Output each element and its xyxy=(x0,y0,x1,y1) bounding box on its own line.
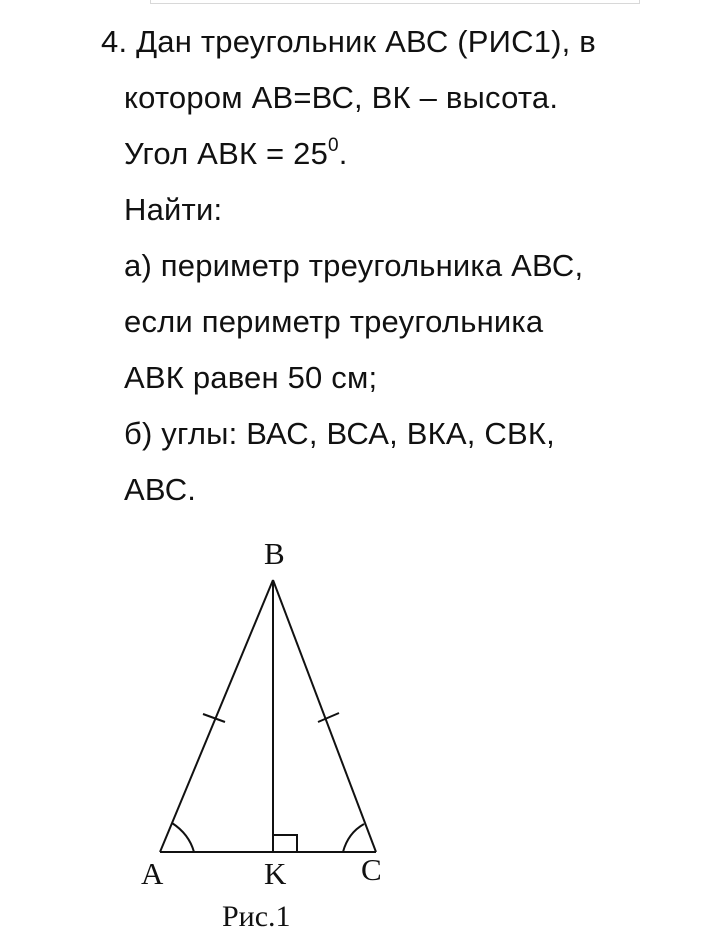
angle-arc-a xyxy=(172,823,194,852)
problem-line-1 xyxy=(101,22,596,62)
problem-line-3 xyxy=(124,134,348,174)
problem-line-2: котором АВ=ВС, ВК – высота. xyxy=(124,80,559,115)
triangle-figure xyxy=(0,530,720,934)
side-ab xyxy=(160,580,273,852)
side-bc xyxy=(273,580,376,852)
page-top-border xyxy=(150,0,640,4)
label-vertex-k: K xyxy=(264,856,287,891)
problem-line-6: если периметр треугольника xyxy=(124,304,544,339)
angle-given-text: Угол АВК = 25 xyxy=(124,136,329,171)
problem-line-8: б) углы: ВАС, ВСА, ВКА, СВК, xyxy=(124,416,555,451)
problem-line-7: АВК равен 50 см; xyxy=(124,360,378,395)
tick-mark-bc xyxy=(318,713,339,722)
angle-arc-c xyxy=(343,824,364,852)
problem-line-5: а) периметр треугольника АВС, xyxy=(124,248,584,283)
problem-line-9: АВС. xyxy=(124,472,197,507)
figure-caption: Рис.1 xyxy=(222,900,291,933)
problem-line-1-text: Дан треугольник АВС (РИС1), в xyxy=(136,24,596,59)
degree-superscript: 0 xyxy=(328,134,339,156)
right-angle-mark xyxy=(273,835,297,852)
angle-given-end: . xyxy=(338,136,348,171)
label-vertex-c: C xyxy=(361,852,382,887)
problem-line-4: Найти: xyxy=(124,192,223,227)
triangle-diagram xyxy=(0,530,720,934)
label-vertex-a: A xyxy=(141,856,164,891)
problem-number: 4. xyxy=(101,24,128,59)
label-vertex-b: B xyxy=(264,536,285,571)
